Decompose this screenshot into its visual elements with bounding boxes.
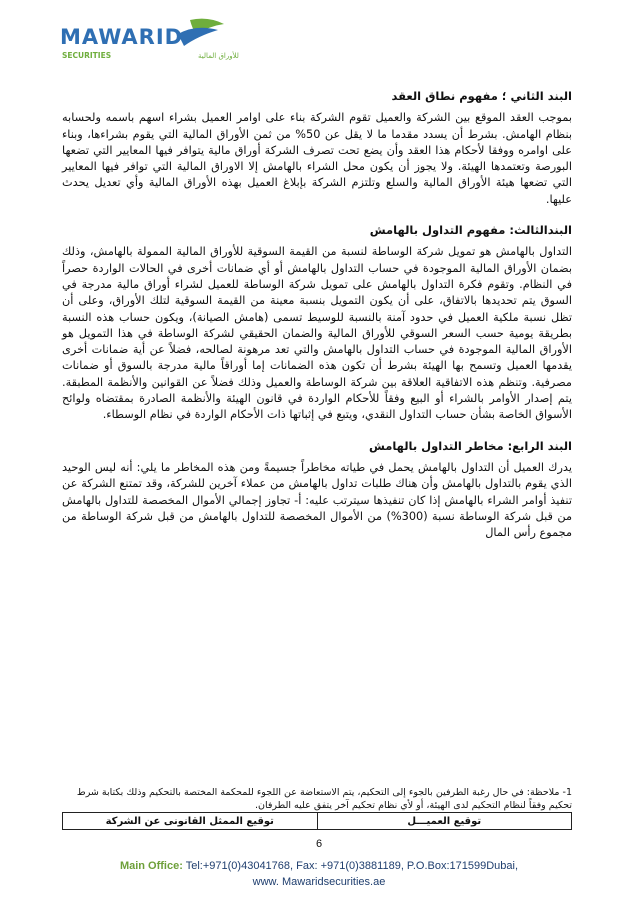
section-paragraph: يدرك العميل أن التداول بالهامش يحمل في طياته مخاطراً جسيمةً ومن هذه المخاطر ما يلي: أنه ليس الوحيد الذي يقوم بالتداول بالهامش وأن هناك طلبات تداول بالهامش من عملاء آخرين للشركة، وقد تمتنع الشركة عن تنفيذ أوامر الشراء بالهامش إذا كان تنفيذها سيترتب عليه: أ- تجاوز إجمالي الأموال المخصصة للتداول بالهامش من قبل شركة الوساطة نسبة (300%) من الأموال المخصصة للتداول بالهامش من قبل شركة الوساطة من مجموع رأس المال: [62, 460, 572, 540]
logo-securities: SECURITIES: [62, 51, 112, 60]
footer-office-line: [0, 858, 638, 874]
section-title: البندالثالث: مفهوم التداول بالهامش: [369, 223, 572, 238]
logo-arabic-text: للأوراق المالية: [198, 52, 239, 60]
client-signature-cell: توقيع العميـــل: [317, 813, 572, 830]
legal-rep-signature-cell: توقيع الممثل القانونى عن الشركة: [63, 813, 318, 830]
section-paragraph: التداول بالهامش هو تمويل شركة الوساطة لنسبة من القيمة السوقية للأوراق المالية الممولة بالهامش، وذلك بضمان الأوراق المالية الموجودة في حساب التداول بالهامش أو أي ضمانات أخرى في الحالات الواردة حصراً في النظام. وتقوم فكرة التداول بالهامش على تمويل شركة الوساطة للعميل لشراء أوراق مالية مدرجة في السوق يتم تحديدها بالاتفاق، على أن يكون التمويل بنسبة معينة من القيمة السوقية لتلك الأوراق، وعلى أن تظل نسبة ملكية العميل في حدود آمنة بالنسبة للوسيط تسمى (هامش الصيانة)، ويكون حساب هذه النسبة بطريقة يومية حسب السعر السوقي للأوراق المالية والضمان الحقيقي لشركة الوساطة في هذا التمويل هو الأوراق المالية الموجودة في حساب التداول بالهامش والتي تعد مرهونة لصالحه، فضلاً عن أية ضمانات أخرى يقدمها العميل وتسمح بها الهيئة بشرط أن تكون هذه الضمانات إما أوراقاً مالية مدرجة بالسوق أو ضمانات مصرفية. وتنظم هذه الاتفاقية العلاقة بين شركة الوساطة والعميل وذلك فضلاً عن القوانين والأنظمة المطبقة. يتم إصدار الأوامر بالشراء أو البيع وفقاً للأحكام الواردة في قانون الهيئة والأنظمة الصادرة بمقتضاه ولوائح الأسواق الخاصة بشأن حساب التداول النقدي، ويتبع في إثباتها ذات الأحكام الواردة في نظام الوسطاء.: [62, 245, 572, 422]
document-body: [62, 88, 572, 555]
company-logo: [58, 14, 239, 74]
section-title: البند الرابع: مخاطر التداول بالهامش: [368, 438, 572, 453]
page-number: 6: [315, 838, 323, 850]
footer-website: www. Mawaridsecurities.ae: [252, 876, 386, 888]
footer-contact: Tel:+971(0)43041768, Fax: +971(0)3881189, P.O.Box:171599Dubai,: [185, 860, 519, 872]
section-clause-2: [62, 88, 572, 208]
section-title: البند الثاني ؛ مفهوم نطاق العقد: [391, 89, 572, 103]
section-clause-4: [62, 438, 572, 542]
footer-label: Main Office:: [119, 860, 183, 872]
section-paragraph: بموجب العقد الموقع بين الشركة والعميل تقوم الشركة بناء على اوامر العميل بشراء اسهم باسمه ولحسابه بنظام الهامش. بشرط أن يسدد مقدما ما لا يقل عن 50% من ثمن الأوراق المالية التي يقوم بشراءها، وبناء على اوامره ووفقا لأحكام هذا العقد وأن يضع تحت تصرف الشركة أوراق مالية يتوافر فيها المعايير التي تضعها البورصة وتعتمدها الهيئة. ولا يجوز أن يكون محل الشراء بالهامش إلا الاوراق المالية التي توافر فيها المعايير التي تضعها هيئة الأوراق المالية والسلع وتلتزم الشركة بإبلاغ العميل بهذه الأوراق المالية وأي تعديل يحدث عليها.: [62, 111, 572, 206]
footnote: 1- ملاحظة: في حال رغبة الطرفين بالجوء إلى التحكيم، يتم الاستعاضة عن اللجوء للمحكمة المختصة بالتحكيم وذلك بكتابة شرط تحكيم وفقاً لنظام التحكيم لدى الهيئة، أو لأي نظام تحكيم آخر يتفق عليه الطرفان.: [76, 787, 572, 811]
footer: [0, 858, 638, 890]
signature-table: [62, 812, 572, 830]
logo-name: MAWARID: [60, 25, 184, 49]
section-clause-3: [62, 222, 572, 424]
logo-mark-icon: [178, 19, 224, 46]
